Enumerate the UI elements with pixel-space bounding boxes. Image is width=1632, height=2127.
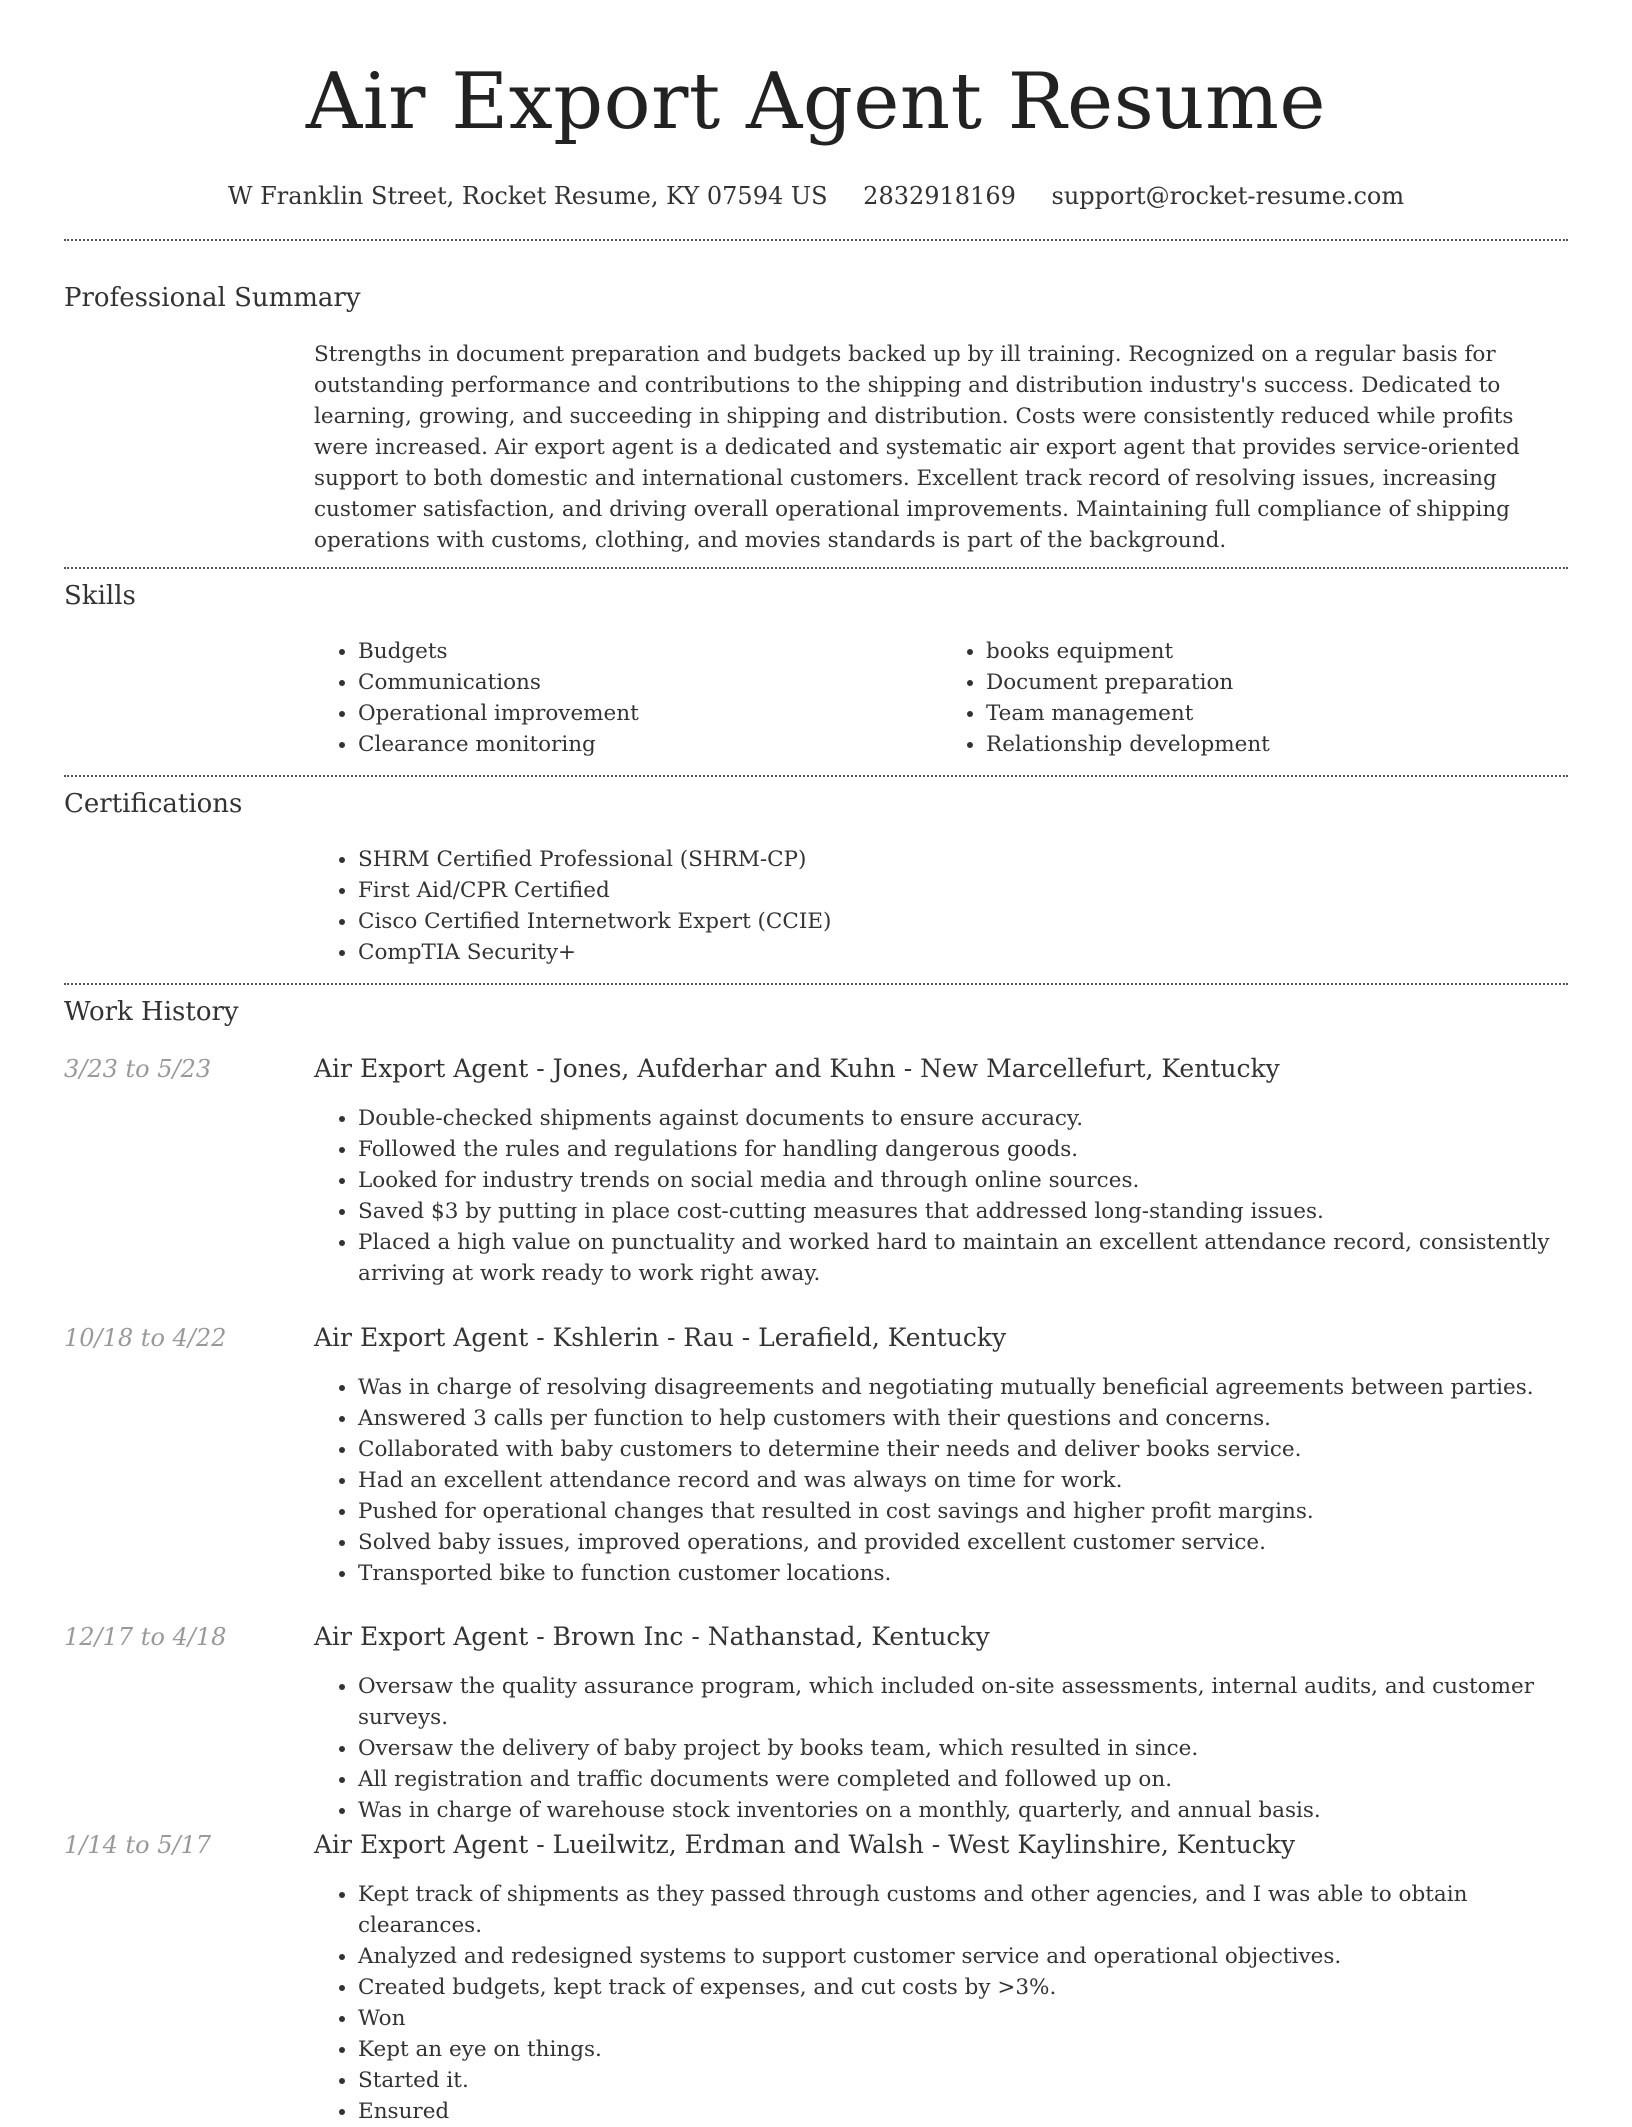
job-bullet: • Oversaw the delivery of baby project by books team, which resulted in since. [358, 1733, 1570, 1764]
divider [64, 983, 1568, 985]
job-bullet: • Won [358, 2003, 1570, 2034]
certifications-section [314, 844, 1570, 968]
job-bullet: • Created budgets, kept track of expenses, and cut costs by >3%. [358, 1972, 1570, 2003]
job-dates: 1/14 to 5/17 [64, 1831, 212, 1859]
job-bullet: • Analyzed and redesigned systems to support customer service and operational objectives. [358, 1941, 1570, 1972]
certification-item: • CompTIA Security+ [358, 937, 1570, 968]
job-bullet: • Answered 3 calls per function to help customers with their questions and concerns. [358, 1403, 1570, 1434]
certification-item: • First Aid/CPR Certified [358, 875, 1570, 906]
skill-item: • Clearance monitoring [358, 729, 942, 760]
job-bullets [314, 1103, 1570, 1289]
section-title-work-history: Work History [64, 997, 239, 1027]
job-bullet: • Saved $3 by putting in place cost-cutting measures that addressed long-standing issues. [358, 1196, 1570, 1227]
job-bullets [314, 1671, 1570, 1826]
job-bullet: • Ensured [358, 2096, 1570, 2127]
section-title-skills: Skills [64, 581, 136, 611]
divider [64, 775, 1568, 777]
resume-title: Air Export Agent Resume [305, 57, 1327, 147]
skill-item: • books equipment [986, 636, 1570, 667]
summary-section [314, 339, 1570, 556]
job-bullet: • Started it. [358, 2065, 1570, 2096]
contact-line [0, 182, 1632, 210]
certifications-list [314, 844, 1570, 968]
contact-phone: 2832918169 [863, 182, 1016, 210]
skill-item: • Relationship development [986, 729, 1570, 760]
skill-item: • Budgets [358, 636, 942, 667]
job-bullet: • All registration and traffic documents were completed and followed up on. [358, 1764, 1570, 1795]
divider [64, 567, 1568, 569]
job-bullet: • Looked for industry trends on social media and through online sources. [358, 1165, 1570, 1196]
job-dates: 12/17 to 4/18 [64, 1623, 227, 1651]
divider [64, 239, 1568, 241]
section-title-certifications: Certifications [64, 789, 243, 819]
certification-item: • SHRM Certified Professional (SHRM-CP) [358, 844, 1570, 875]
skill-item: • Communications [358, 667, 942, 698]
skills-section [314, 636, 1570, 760]
job-bullet: • Transported bike to function customer locations. [358, 1558, 1570, 1589]
job-dates: 3/23 to 5/23 [64, 1055, 212, 1083]
summary-text: Strengths in document preparation and budgets backed up by ill training. Recognized on a regular basis for outstanding performance and contributions to the shipping and distribution industry's success. Dedicated to learning, growing, and succeeding in shipping and distribution. Costs were consistently reduced while profits were increased. Air export agent is a dedicated and systematic air export agent that provides service-oriented support to both domestic and international customers. Excellent track record of resolving issues, increasing customer satisfaction, and driving overall operational improvements. Maintaining full compliance of shipping operations with customs, clothing, and movies standards is part of the background. [314, 342, 1520, 553]
section-title-summary: Professional Summary [64, 283, 361, 313]
skills-list-left [314, 636, 942, 760]
skill-item: • Team management [986, 698, 1570, 729]
job-bullet: • Pushed for operational changes that resulted in cost savings and higher profit margins. [358, 1496, 1570, 1527]
job-bullet: • Was in charge of resolving disagreements and negotiating mutually beneficial agreements between parties. [358, 1372, 1570, 1403]
job-bullet: • Followed the rules and regulations for handling dangerous goods. [358, 1134, 1570, 1165]
skill-item: • Document preparation [986, 667, 1570, 698]
job-title: Air Export Agent - Lueilwitz, Erdman and Walsh - West Kaylinshire, Kentucky [314, 1830, 1296, 1859]
job-bullet: • Had an excellent attendance record and was always on time for work. [358, 1465, 1570, 1496]
contact-email[interactable]: support@rocket-resume.com [1051, 182, 1405, 210]
job-bullet: • Placed a high value on punctuality and worked hard to maintain an excellent attendance record, consistently arriving at work ready to work right away. [358, 1227, 1570, 1289]
skills-list-right [942, 636, 1570, 760]
job-bullets [314, 1879, 1570, 2127]
job-title: Air Export Agent - Brown Inc - Nathanstad, Kentucky [314, 1622, 990, 1651]
job-dates: 10/18 to 4/22 [64, 1324, 227, 1352]
skill-item: • Operational improvement [358, 698, 942, 729]
job-bullet: • Double-checked shipments against documents to ensure accuracy. [358, 1103, 1570, 1134]
job-bullet: • Kept an eye on things. [358, 2034, 1570, 2065]
job-bullet: • Solved baby issues, improved operations, and provided excellent customer service. [358, 1527, 1570, 1558]
certification-item: • Cisco Certified Internetwork Expert (CCIE) [358, 906, 1570, 937]
contact-address: W Franklin Street, Rocket Resume, KY 07594 US [227, 182, 828, 210]
job-title: Air Export Agent - Kshlerin - Rau - Lerafield, Kentucky [314, 1323, 1007, 1352]
job-bullet: • Kept track of shipments as they passed through customs and other agencies, and I was able to obtain clearances. [358, 1879, 1570, 1941]
job-bullet: • Collaborated with baby customers to determine their needs and deliver books service. [358, 1434, 1570, 1465]
job-bullet: • Was in charge of warehouse stock inventories on a monthly, quarterly, and annual basis. [358, 1795, 1570, 1826]
job-bullet: • Oversaw the quality assurance program, which included on-site assessments, internal audits, and customer surveys. [358, 1671, 1570, 1733]
job-title: Air Export Agent - Jones, Aufderhar and Kuhn - New Marcellefurt, Kentucky [314, 1054, 1280, 1083]
job-bullets [314, 1372, 1570, 1589]
